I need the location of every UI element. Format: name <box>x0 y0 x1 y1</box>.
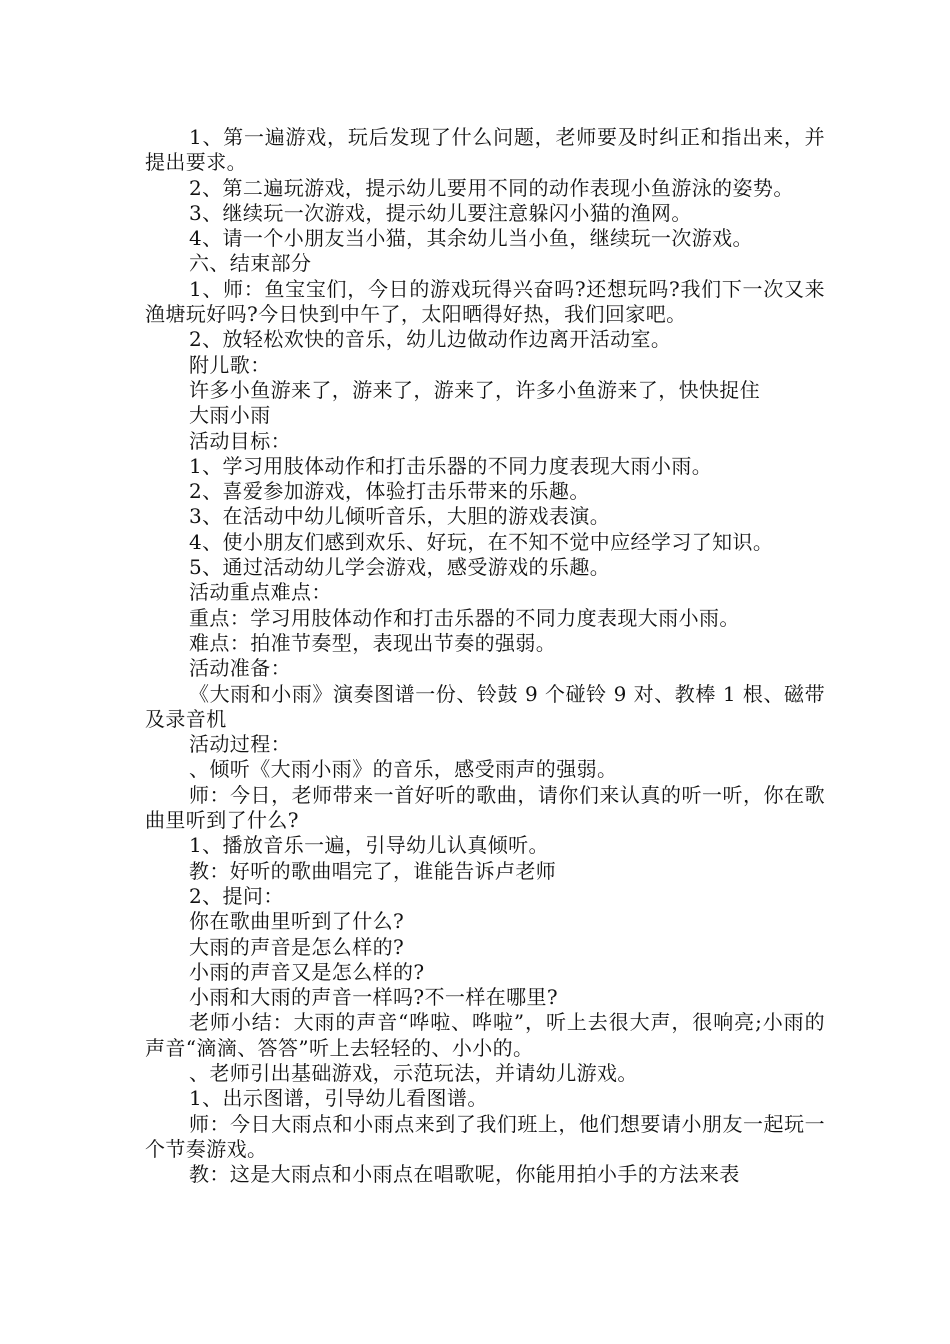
paragraph: 1、师：鱼宝宝们，今日的游戏玩得兴奋吗?还想玩吗?我们下一次又来渔塘玩好吗?今日快到中午了，太阳晒得好热，我们回家吧。 <box>145 276 825 327</box>
paragraph: 难点：拍准节奏型，表现出节奏的强弱。 <box>189 630 557 655</box>
paragraph: 2、提问： <box>189 883 284 908</box>
section-heading: 活动目标： <box>189 428 291 453</box>
paragraph: 老师小结：大雨的声音“哗啦、哗啦”，听上去很大声，很响亮;小雨的声音“滴滴、答答”听上去轻轻的、小小的。 <box>145 1010 825 1060</box>
paragraph: 、老师引出基础游戏，示范玩法，并请幼儿游戏。 <box>189 1060 638 1085</box>
paragraph: 教：好听的歌曲唱完了，谁能告诉卢老师 <box>189 858 557 883</box>
paragraph: 师：今日，老师带来一首好听的歌曲，请你们来认真的听一听，你在歌曲里听到了什么? <box>145 782 825 833</box>
paragraph: 你在歌曲里听到了什么? <box>189 909 405 934</box>
paragraph: 2、喜爱参加游戏，体验打击乐带来的乐趣。 <box>189 479 590 504</box>
section-heading: 附儿歌： <box>189 352 271 377</box>
section-heading: 活动过程： <box>189 732 291 757</box>
paragraph: 小雨的声音又是怎么样的? <box>189 959 425 984</box>
section-heading: 活动准备： <box>189 656 291 681</box>
paragraph: 5、通过活动幼儿学会游戏，感受游戏的乐趣。 <box>189 555 611 580</box>
paragraph: 、倾听《大雨小雨》的音乐，感受雨声的强弱。 <box>189 757 618 782</box>
paragraph: 小雨和大雨的声音一样吗?不一样在哪里? <box>189 985 559 1010</box>
paragraph: 4、请一个小朋友当小猫，其余幼儿当小鱼，继续玩一次游戏。 <box>189 226 753 251</box>
section-heading: 六、结束部分 <box>189 251 312 276</box>
paragraph: 许多小鱼游来了，游来了，游来了，许多小鱼游来了，快快捉住 <box>189 377 761 402</box>
paragraph: 1、播放音乐一遍，引导幼儿认真倾听。 <box>189 833 549 858</box>
paragraph: 1、学习用肢体动作和打击乐器的不同力度表现大雨小雨。 <box>189 453 713 478</box>
section-heading: 活动重点难点： <box>189 580 332 605</box>
paragraph: 1、出示图谱，引导幼儿看图谱。 <box>189 1086 488 1111</box>
paragraph: 2、第二遍玩游戏，提示幼儿要用不同的动作表现小鱼游泳的姿势。 <box>189 175 794 200</box>
paragraph: 1、第一遍游戏，玩后发现了什么问题，老师要及时纠正和指出来，并提出要求。 <box>145 125 825 175</box>
paragraph: 师：今日大雨点和小雨点来到了我们班上，他们想要请小朋友一起玩一个节奏游戏。 <box>145 1111 825 1161</box>
paragraph: 重点：学习用肢体动作和打击乐器的不同力度表现大雨小雨。 <box>189 605 740 630</box>
document-body <box>145 125 825 1187</box>
paragraph: 3、继续玩一次游戏，提示幼儿要注意躲闪小猫的渔网。 <box>189 200 692 225</box>
paragraph: 4、使小朋友们感到欢乐、好玩，在不知不觉中应经学习了知识。 <box>189 529 774 554</box>
paragraph: 《大雨和小雨》演奏图谱一份、铃鼓 9 个碰铃 9 对、教棒 1 根、磁带及录音机 <box>145 681 825 731</box>
paragraph: 3、在活动中幼儿倾听音乐，大胆的游戏表演。 <box>189 504 611 529</box>
title: 大雨小雨 <box>189 403 271 428</box>
paragraph: 2、放轻松欢快的音乐，幼儿边做动作边离开活动室。 <box>189 327 672 352</box>
paragraph: 教：这是大雨点和小雨点在唱歌呢，你能用拍小手的方法来表 <box>189 1162 740 1187</box>
paragraph: 大雨的声音是怎么样的? <box>189 934 405 959</box>
